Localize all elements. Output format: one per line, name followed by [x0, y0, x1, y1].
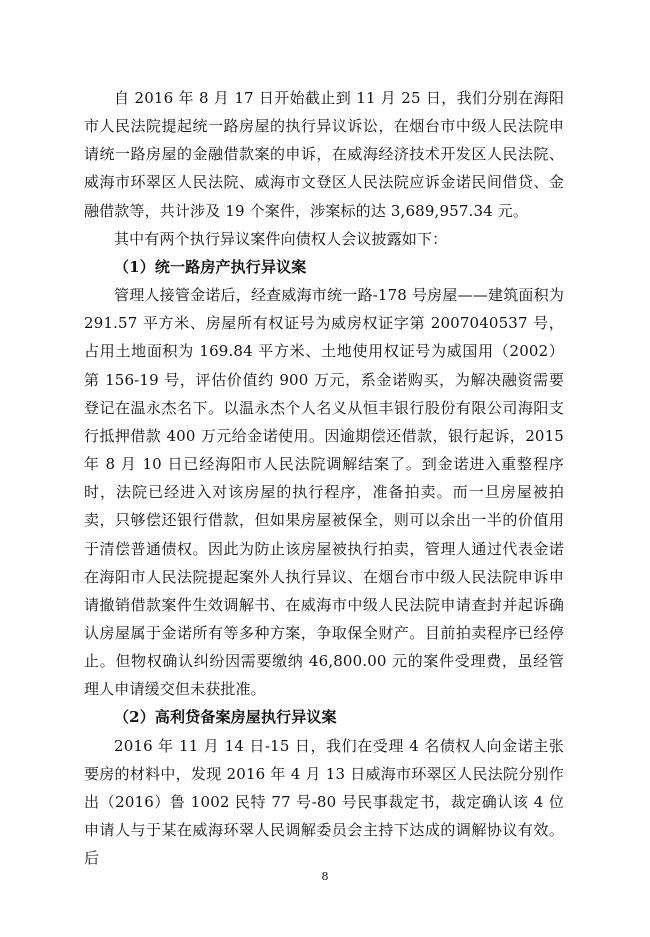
section-heading-usury-case: （2）高利贷备案房屋执行异议案	[114, 708, 337, 727]
paragraph-usury-case: 2016 年 11 月 14 日-15 日，我们在受理 4 名债权人向金诺主张要房的材料中，发现 2016 年 4 月 13 日威海市环翠区人民法院分别作出（2016）鲁 1002 民特 77 号-80 号民事裁定书，裁定确认该 4 位申请人与于某在威海环翠人民调解委员会主持下达成的调解协议有效。后	[84, 736, 564, 868]
page-number: 8	[321, 870, 329, 883]
paragraph-litigation-summary: 自 2016 年 8 月 17 日开始截止到 11 月 25 日，我们分别在海阳市人民法院提起统一路房屋的执行异议诉讼，在烟台市中级人民法院申请统一路房屋的金融借款案的申诉，在威海经济技术开发区人民法院、威海市环翠区人民法院、威海市文登区人民法院应诉金诺民间借贷、金融借款等，共计涉及 19 个案件，涉案标的达 3,689,957.34 元。	[84, 89, 564, 220]
section-heading-tongyi-road: （1）统一路房产执行异议案	[114, 257, 307, 276]
document-body	[84, 84, 564, 872]
paragraph-tongyi-road-case: 管理人接管金诺后，经查威海市统一路-178 号房屋——建筑面积为 291.57 平方米、房屋所有权证号为威房权证字第 2007040537 号，占用土地面积为 169.84 平方米、土地使用权证号为威国用（2002）第 156-19 号，评估价值约 900 万元，系金诺购买，为解决融资需要登记在温永杰名下。以温永杰个人名义从恒丰银行股份有限公司海阳支行抵押借款 400 万元给金诺使用。因逾期偿还借款，银行起诉，2015 年 8 月 10 日已经海阳市人民法院调解结案了。到金诺进入重整程序时，法院已经进入对该房屋的执行程序，准备拍卖。而一旦房屋被拍卖，只够偿还银行借款，但如果房屋被保全，则可以余出一半的价值用于清偿普通债权。因此为防止该房屋被执行拍卖，管理人通过代表金诺在海阳市人民法院提起案外人执行异议、在烟台市中级人民法院申诉申请撤销借款案件生效调解书、在威海市中级人民法院申请查封并起诉确认房屋属于金诺所有等多种方案，争取保全财产。目前拍卖程序已经停止。但物权确认纠纷因需要缴纳 46,800.00 元的案件受理费，虽经管理人申请缓交但未获批准。	[84, 286, 564, 699]
paragraph-disclosure-intro: 其中有两个执行异议案件向债权人会议披露如下：	[114, 229, 448, 248]
